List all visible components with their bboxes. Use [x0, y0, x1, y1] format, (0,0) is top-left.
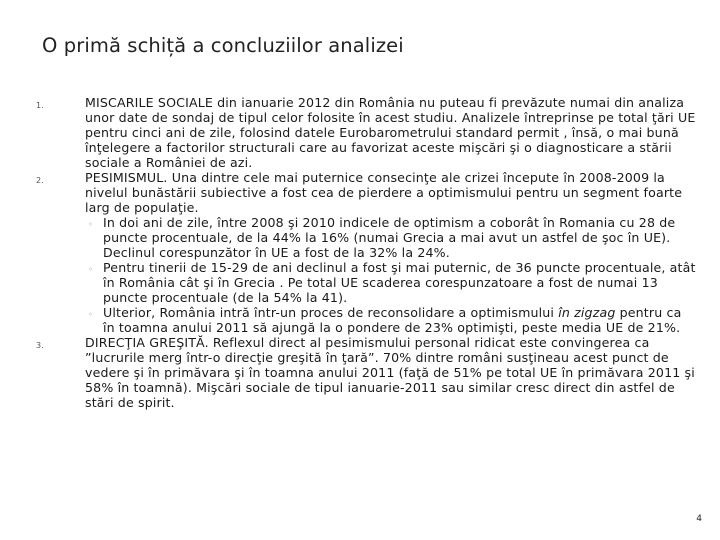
slide-body	[36, 95, 696, 410]
list-item-1	[36, 95, 696, 170]
item-number: 1.	[36, 101, 44, 110]
sub-item-text: Pentru tinerii de 15-29 de ani declinul a fost şi mai puternic, de 36 puncte procentuale, atât în România cât şi în Grecia . Pe total UE scaderea corespunzatoare a fost de numai 13 puncte procentuale (de la 54% la 41).	[103, 260, 696, 305]
sub-list-item-2	[36, 260, 696, 305]
sub-item-text-italic: în zigzag	[558, 305, 616, 320]
page-number: 4	[696, 514, 702, 524]
slide-title: O primă schiță a concluziilor analizei	[42, 34, 404, 57]
list-item-2	[36, 170, 696, 215]
sub-item-text-start: Ulterior, România intră într-un proces de reconsolidare a optimismului	[103, 305, 559, 320]
bullet-icon: ◦	[88, 220, 93, 229]
item-text: DIRECŢIA GREŞITĂ. Reflexul direct al pesimismului personal ridicat este convingerea ca ”lucrurile merg într-o direcţie greşită în ţară”. 70% dintre români susţineau acest punct de vedere şi în primăvara şi în toamna anului 2011 (faţă de 51% pe total UE în primăvara 2011 şi 58% în toamnă). Mişcări sociale de tipul ianuarie-2011 sau similar cresc direct din astfel de stări de spirit.	[85, 335, 695, 410]
item-text: MISCARILE SOCIALE din ianuarie 2012 din România nu puteau fi prevăzute numai din analiza unor date de sondaj de tipul celor folosite în acest studiu. Analizele întreprinse pe total ţări UE pentru cinci ani de zile, folosind datele Eurobarometrului standard permit , însă, o mai bună înţelegere a factorilor structurali care au favorizat aceste mişcări şi o diagnosticare a stării sociale a României de azi.	[85, 95, 696, 170]
sub-item-text-end: pentru ca în toamna anului 2011 să ajungă la o pondere de 23% optimişti, peste media UE de 21%.	[103, 305, 682, 335]
sub-list-item-3	[36, 305, 696, 335]
item-number: 2.	[36, 176, 44, 185]
item-text: PESIMISMUL. Una dintre cele mai puternice consecinţe ale crizei începute în 2008-2009 la nivelul bunăstării subiective a fost cea de pierdere a optimismului pentru un segment foarte larg de populaţie.	[85, 170, 683, 215]
item-number: 3.	[36, 341, 44, 350]
sub-item-text: In doi ani de zile, între 2008 şi 2010 indicele de optimism a coborât în Romania cu 28 de puncte procentuale, de la 44% la 16% (numai Grecia a mai avut un astfel de şoc în UE). Declinul corespunzător în UE a fost de la 32% la 24%.	[103, 215, 676, 260]
list-item-3	[36, 335, 696, 410]
sub-list-item-1	[36, 215, 696, 260]
bullet-icon: ◦	[88, 265, 93, 274]
bullet-icon: ◦	[88, 310, 93, 319]
